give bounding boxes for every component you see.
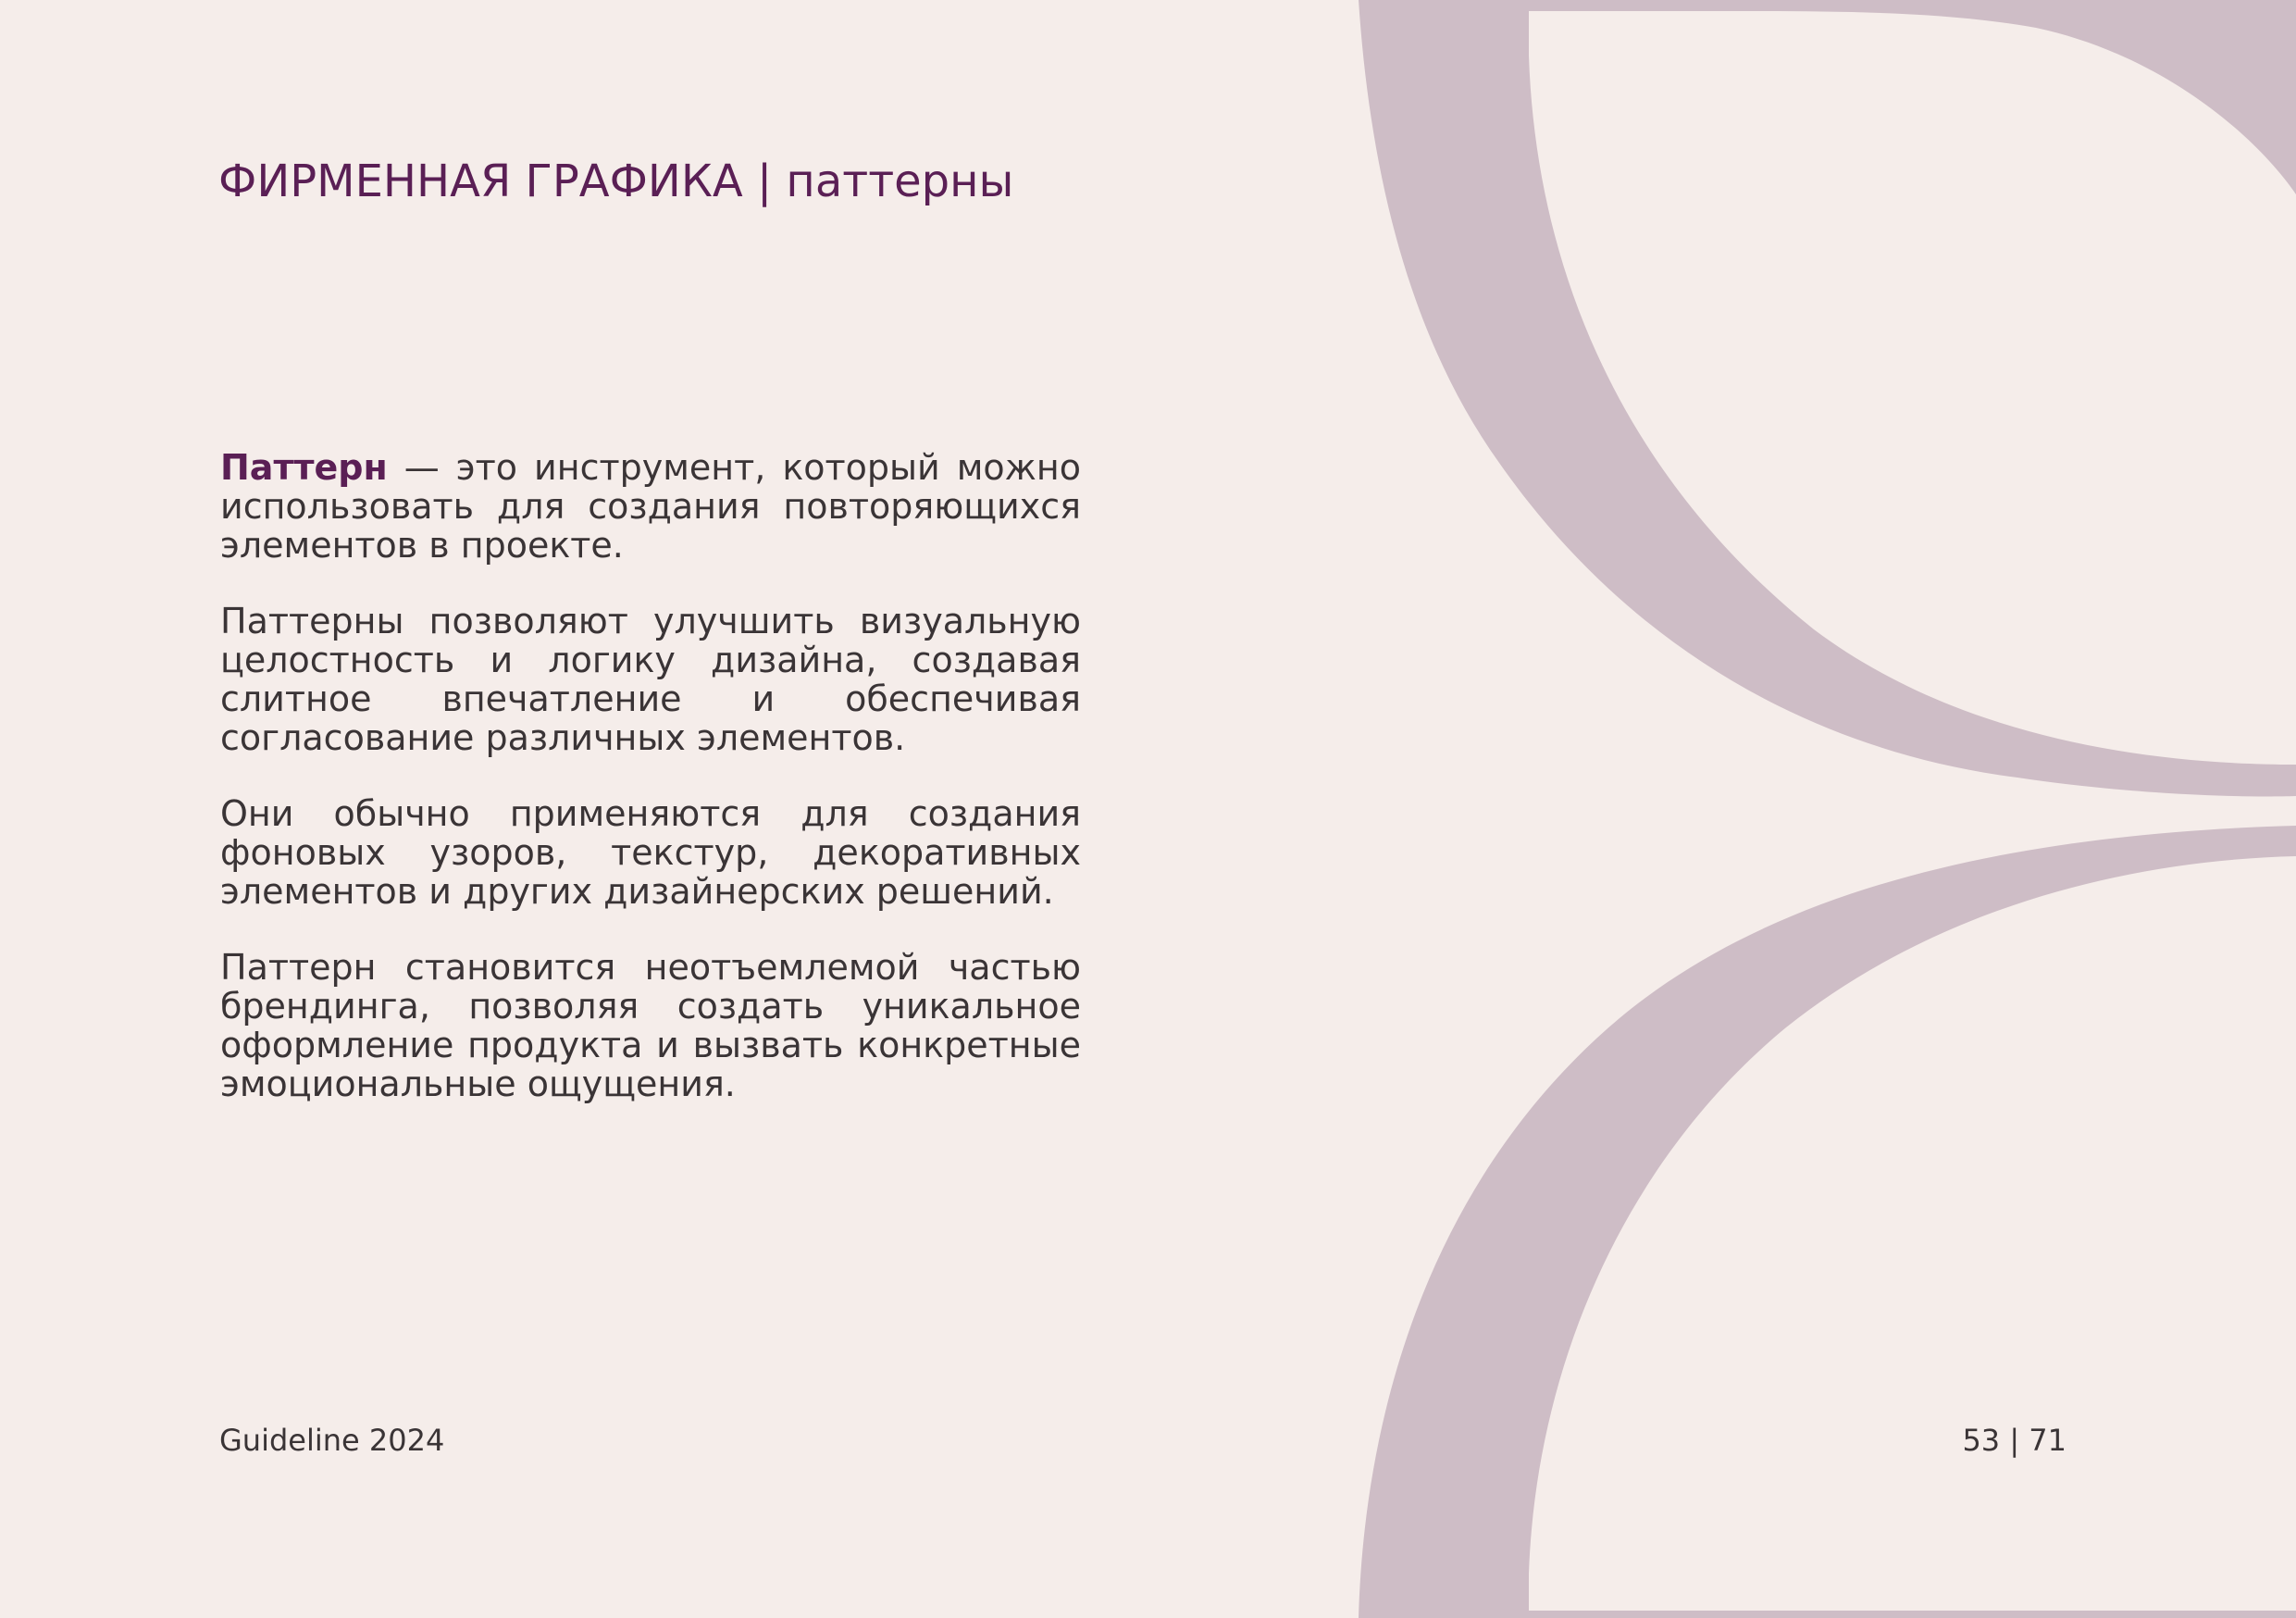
- page-title: ФИРМЕННАЯ ГРАФИКА | паттерны: [218, 156, 1014, 207]
- paragraph-2: [220, 602, 1081, 757]
- pattern-lower-arc: [1359, 826, 2296, 1618]
- paragraph-lead-term: Паттерн: [220, 447, 388, 488]
- paragraph-3: [220, 794, 1081, 911]
- paragraph-4: [220, 948, 1081, 1103]
- footer-document-name: Guideline 2024: [219, 1423, 445, 1458]
- body-text: [220, 448, 1081, 1140]
- pattern-upper-arc: [1359, 0, 2296, 796]
- paragraph-text: — это инструмент, который можно использовать для создания повторяющихся элементов в проекте.: [220, 447, 1081, 566]
- paragraph-1: [220, 448, 1081, 565]
- footer-page-number: 53 | 71: [1962, 1423, 2066, 1458]
- paragraph-text: Они обычно применяются для создания фоновых узоров, текстур, декоративных элементов и других дизайнерских решений.: [220, 793, 1081, 912]
- paragraph-text: Паттерны позволяют улучшить визуальную целостность и логику дизайна, создавая слитное впечатление и обеспечивая согласование различных элементов.: [220, 601, 1081, 758]
- paragraph-text: Паттерн становится неотъемлемой частью брендинга, позволяя создать уникальное оформление продукта и вызвать конкретные эмоциональные ощущения.: [220, 947, 1081, 1104]
